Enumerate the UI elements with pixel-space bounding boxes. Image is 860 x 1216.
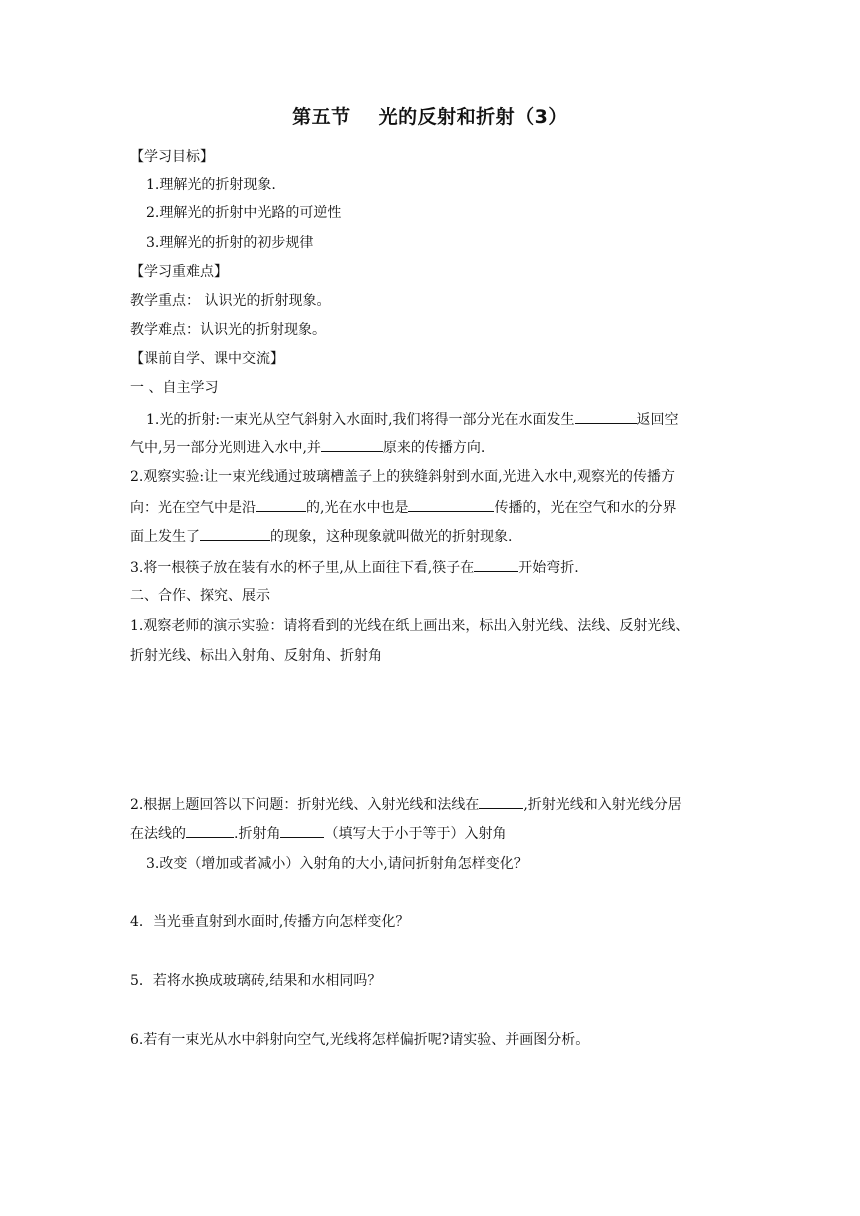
practice-6: 6.若有一束光从水中斜射向空气,光线将怎样偏折呢?请实验、并画图分析。 bbox=[130, 1032, 590, 1048]
goal-item-1: 1.理解光的折射现象. bbox=[146, 177, 276, 193]
question-2-line-1: 2.观察实验:让一束光线通过玻璃槽盖子上的狭缝斜射到水面,光进入水中,观察光的传播方 bbox=[130, 469, 675, 485]
section-cooperation: 二、合作、探究、展示 bbox=[130, 588, 270, 604]
practice-1-line-2: 折射光线、标出入射角、反射角、折射角 bbox=[130, 648, 382, 664]
teaching-focus: 教学重点： 认识光的折射现象。 bbox=[130, 293, 331, 309]
answer-blank[interactable] bbox=[321, 437, 383, 452]
question-1-line-1: 1.光的折射:一束光从空气斜射入水面时,我们将得一部分光在水面发生 返回空 bbox=[146, 409, 756, 430]
page-title bbox=[0, 102, 860, 129]
answer-blank[interactable] bbox=[280, 823, 324, 838]
section-topic: 光的反射和折射（3） bbox=[378, 106, 568, 128]
question-2-line-2: 向：光在空气中是沿 的,光在水中也是 传播的，光在空气和水的分界 bbox=[130, 497, 740, 518]
question-1-line-2: 气中,另一部分光则进入水中,并 原来的传播方向. bbox=[130, 437, 740, 458]
practice-3: 3.改变（增加或者减小）入射角的大小,请问折射角怎样变化？ bbox=[146, 856, 528, 872]
answer-blank[interactable] bbox=[200, 526, 270, 541]
practice-4: 4．当光垂直射到水面时,传播方向怎样变化？ bbox=[130, 914, 410, 930]
practice-2-line-2: 在法线的 .折射角 （填写大于小于等于）入射角 bbox=[130, 823, 740, 844]
answer-blank[interactable] bbox=[575, 409, 637, 424]
preclass-heading: 【课前自学、课中交流】 bbox=[130, 351, 284, 367]
practice-5: 5．若将水换成玻璃砖,结果和水相同吗？ bbox=[130, 973, 382, 989]
answer-blank[interactable] bbox=[474, 557, 518, 572]
section-self-study: 一 、自主学习 bbox=[130, 380, 219, 396]
teaching-difficulty: 教学难点：认识光的折射现象。 bbox=[130, 322, 326, 338]
section-number: 第五节 bbox=[292, 106, 351, 128]
goal-item-3: 3.理解光的折射的初步规律 bbox=[146, 235, 314, 251]
answer-blank[interactable] bbox=[256, 497, 306, 512]
question-2-line-3: 面上发生了 的现象，这种现象就叫做光的折射现象. bbox=[130, 526, 740, 547]
answer-blank[interactable] bbox=[408, 497, 494, 512]
practice-1-line-1: 1.观察老师的演示实验：请将看到的光线在纸上画出来，标出入射光线、法线、反射光线、 bbox=[130, 618, 690, 634]
answer-blank[interactable] bbox=[479, 794, 523, 809]
answer-blank[interactable] bbox=[186, 823, 234, 838]
practice-2-line-1: 2.根据上题回答以下问题：折射光线、入射光线和法线在 ,折射光线和入射光线分居 bbox=[130, 794, 740, 815]
goal-item-2: 2.理解光的折射中光路的可逆性 bbox=[146, 205, 342, 221]
keypoints-heading: 【学习重难点】 bbox=[130, 264, 228, 280]
question-3: 3.将一根筷子放在装有水的杯子里,从上面往下看,筷子在 开始弯折. bbox=[130, 557, 740, 578]
goals-heading: 【学习目标】 bbox=[130, 149, 214, 165]
